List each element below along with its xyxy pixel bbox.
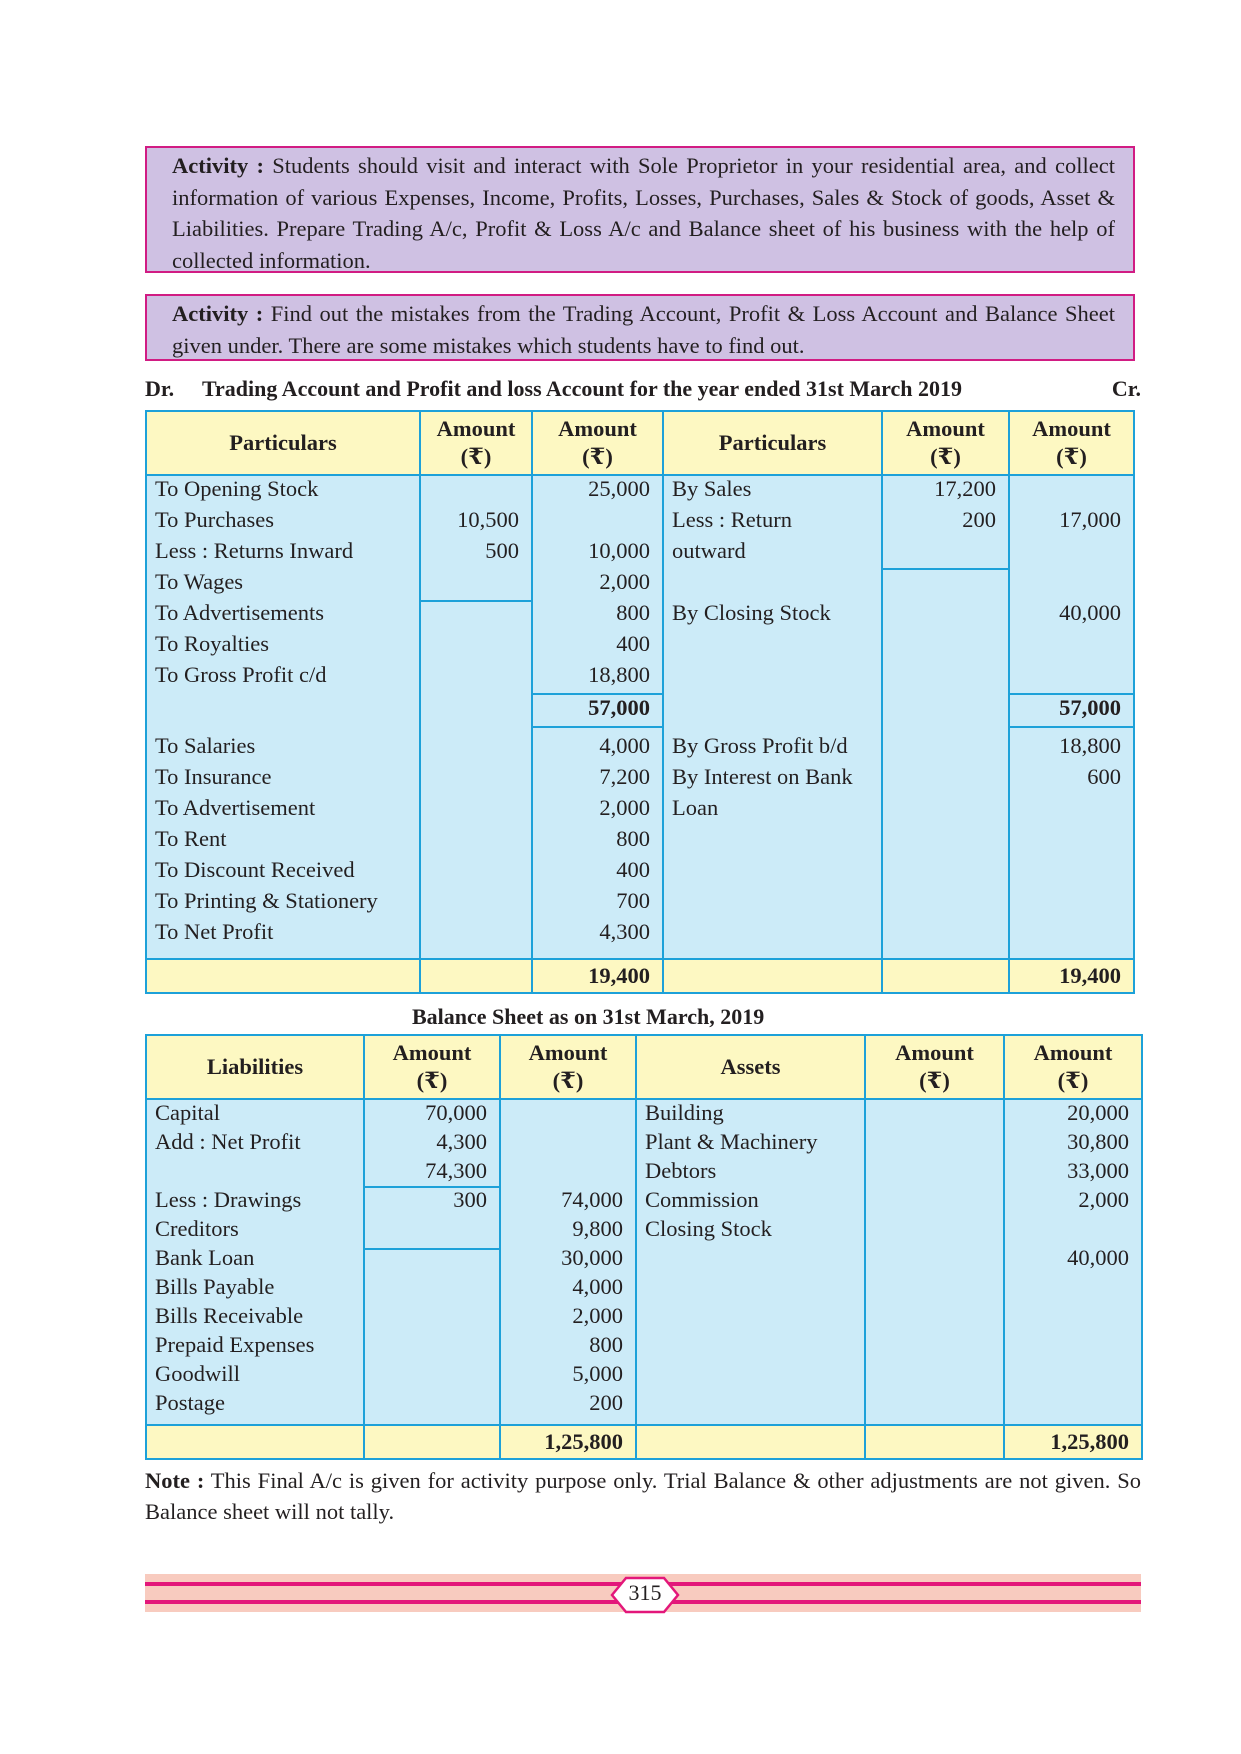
list-item: Prepaid Expenses xyxy=(155,1332,315,1357)
amount: 2,000 xyxy=(599,795,650,820)
list-item: Postage xyxy=(155,1390,225,1415)
asset-amount-col xyxy=(1004,1099,1142,1425)
list-item: Bills Payable xyxy=(155,1274,275,1299)
amount: 9,800 xyxy=(572,1216,623,1241)
list-item: Bills Receivable xyxy=(155,1303,304,1328)
amount: 2,000 xyxy=(572,1303,623,1328)
pl-left-total: 19,400 xyxy=(532,959,663,993)
left-sub-amount-col xyxy=(420,475,532,959)
amount: 800 xyxy=(616,826,650,851)
header-liabilities: Liabilities xyxy=(146,1035,364,1099)
table-header-row xyxy=(146,411,1134,475)
header-amount: Amount (₹) xyxy=(1004,1035,1142,1099)
amount: 7,200 xyxy=(599,764,650,789)
sub-amount: 500 xyxy=(485,538,519,563)
list-item: To Gross Profit c/d xyxy=(155,662,327,687)
balance-sheet-table xyxy=(145,1034,1143,1460)
trading-pl-table xyxy=(145,410,1135,994)
activity-text: Students should visit and interact with Sole Proprietor in your residential area, and collect information of various Expenses, Income, Profits, Losses, Purchases, Sales & Stock of goods, Asset & Liabilities. Prepare Trading A/c, Profit & Loss A/c and Balance sheet of his business with the help of collected information. xyxy=(172,153,1116,273)
bs-total-row xyxy=(146,1425,1142,1459)
table-header-row xyxy=(146,1035,1142,1099)
right-amount-col xyxy=(1009,475,1134,959)
list-item: Plant & Machinery xyxy=(645,1129,818,1154)
amount: 74,000 xyxy=(561,1187,623,1212)
list-item: Less : Drawings xyxy=(155,1187,302,1212)
cr-label: Cr. xyxy=(1111,376,1141,401)
activity-box-2 xyxy=(145,294,1135,361)
divider xyxy=(531,726,664,728)
list-item: By Gross Profit b/d xyxy=(672,733,848,758)
list-item: Capital xyxy=(155,1100,220,1125)
list-item: Goodwill xyxy=(155,1361,241,1386)
amount: 40,000 xyxy=(1067,1245,1129,1270)
list-item: Building xyxy=(645,1100,724,1125)
amount: 18,800 xyxy=(588,662,650,687)
note-label: Note : xyxy=(145,1468,205,1493)
right-particulars-col xyxy=(663,475,882,959)
list-item: To Net Profit xyxy=(155,919,274,944)
liab-amount-col xyxy=(500,1099,636,1425)
amount: 4,000 xyxy=(572,1274,623,1299)
table-body-row xyxy=(146,475,1134,959)
sub-amount: 17,200 xyxy=(934,476,996,501)
amount: 800 xyxy=(589,1332,623,1357)
list-item: To Opening Stock xyxy=(155,476,319,501)
list-item: To Wages xyxy=(155,569,244,594)
activity-label: Activity : xyxy=(172,153,264,178)
divider xyxy=(1008,726,1135,728)
trading-right-total: 57,000 xyxy=(1059,695,1121,720)
amount: 400 xyxy=(616,631,650,656)
list-item: Add : Net Profit xyxy=(155,1129,301,1154)
list-item: By Sales xyxy=(672,476,752,501)
amount: 18,800 xyxy=(1059,733,1121,758)
note xyxy=(145,1465,1141,1527)
balance-sheet-title: Balance Sheet as on 31st March, 2019 xyxy=(412,1004,765,1029)
list-item: To Discount Received xyxy=(155,857,355,882)
sub-amount: 200 xyxy=(962,507,996,532)
list-item: To Salaries xyxy=(155,733,256,758)
amount: 30,800 xyxy=(1067,1129,1129,1154)
amount: 700 xyxy=(616,888,650,913)
activity-text: Find out the mistakes from the Trading Account, Profit & Loss Account and Balance Sheet given under. There are some mistakes which students have to find out. xyxy=(172,301,1115,358)
amount: 40,000 xyxy=(1059,600,1121,625)
list-item: To Printing & Stationery xyxy=(155,888,378,913)
amount: 30,000 xyxy=(561,1245,623,1270)
list-item: To Royalties xyxy=(155,631,270,656)
divider xyxy=(363,1248,501,1250)
amount: 600 xyxy=(1087,764,1121,789)
trading-left-total: 57,000 xyxy=(588,695,650,720)
trading-title: Trading Account and Profit and loss Account for the year ended 31st March 2019 xyxy=(202,376,963,401)
header-amount: Amount (₹) xyxy=(1009,411,1134,475)
amount: 25,000 xyxy=(588,476,650,501)
list-item: By Interest on Bank xyxy=(672,764,853,789)
pl-total-row xyxy=(146,959,1134,993)
list-item: To Advertisements xyxy=(155,600,325,625)
sub-amount: 10,500 xyxy=(457,507,519,532)
amount: 17,000 xyxy=(1059,507,1121,532)
sub-amount: 300 xyxy=(453,1187,487,1212)
header-amount: Amount (₹) xyxy=(532,411,663,475)
amount: 4,300 xyxy=(599,919,650,944)
list-item: Loan xyxy=(672,795,719,820)
table-body-row xyxy=(146,1099,1142,1425)
liab-total: 1,25,800 xyxy=(500,1425,636,1459)
amount: 400 xyxy=(616,857,650,882)
left-amount-col xyxy=(532,475,663,959)
header-assets: Assets xyxy=(636,1035,865,1099)
page-number-badge xyxy=(610,1576,680,1614)
amount: 800 xyxy=(616,600,650,625)
divider xyxy=(419,600,533,602)
pl-right-total: 19,400 xyxy=(1009,959,1134,993)
right-sub-amount-col xyxy=(882,475,1009,959)
asset-total: 1,25,800 xyxy=(1004,1425,1142,1459)
activity-label: Activity : xyxy=(172,301,264,326)
note-text: This Final A/c is given for activity purpose only. Trial Balance & other adjustments are not given. So Balance sheet will not tally. xyxy=(145,1468,1141,1524)
list-item: By Closing Stock xyxy=(672,600,831,625)
header-particulars: Particulars xyxy=(146,411,420,475)
list-item: Creditors xyxy=(155,1216,239,1241)
header-particulars: Particulars xyxy=(663,411,882,475)
divider xyxy=(881,568,1010,570)
list-item: outward xyxy=(672,538,746,563)
page-number: 315 xyxy=(628,1580,662,1605)
header-amount: Amount (₹) xyxy=(420,411,532,475)
header-amount: Amount (₹) xyxy=(865,1035,1004,1099)
trading-title-line xyxy=(145,376,1141,406)
amount: 33,000 xyxy=(1067,1158,1129,1183)
list-item: To Advertisement xyxy=(155,795,316,820)
list-item: To Rent xyxy=(155,826,227,851)
list-item: Bank Loan xyxy=(155,1245,255,1270)
asset-sub-amount-col xyxy=(865,1099,1004,1425)
header-amount: Amount (₹) xyxy=(500,1035,636,1099)
list-item: Less : Returns Inward xyxy=(155,538,354,563)
amount: 200 xyxy=(589,1390,623,1415)
list-item: Closing Stock xyxy=(645,1216,772,1241)
activity-box-1 xyxy=(145,146,1135,273)
amount: 5,000 xyxy=(572,1361,623,1386)
amount: 2,000 xyxy=(599,569,650,594)
amount: 4,000 xyxy=(599,733,650,758)
liabilities-col xyxy=(146,1099,364,1425)
liab-sub-amount-col xyxy=(364,1099,500,1425)
amount: 10,000 xyxy=(588,538,650,563)
amount: 2,000 xyxy=(1078,1187,1129,1212)
left-particulars-col xyxy=(146,475,420,959)
list-item: To Purchases xyxy=(155,507,275,532)
sub-amount: 4,300 xyxy=(436,1129,487,1154)
sub-amount: 74,300 xyxy=(425,1158,487,1183)
list-item: Debtors xyxy=(645,1158,717,1183)
list-item: Commission xyxy=(645,1187,759,1212)
header-amount: Amount (₹) xyxy=(882,411,1009,475)
assets-col xyxy=(636,1099,865,1425)
list-item: Less : Return xyxy=(672,507,792,532)
sub-amount: 70,000 xyxy=(425,1100,487,1125)
amount: 20,000 xyxy=(1067,1100,1129,1125)
dr-label: Dr. xyxy=(145,376,175,401)
header-amount: Amount (₹) xyxy=(364,1035,500,1099)
list-item: To Insurance xyxy=(155,764,272,789)
